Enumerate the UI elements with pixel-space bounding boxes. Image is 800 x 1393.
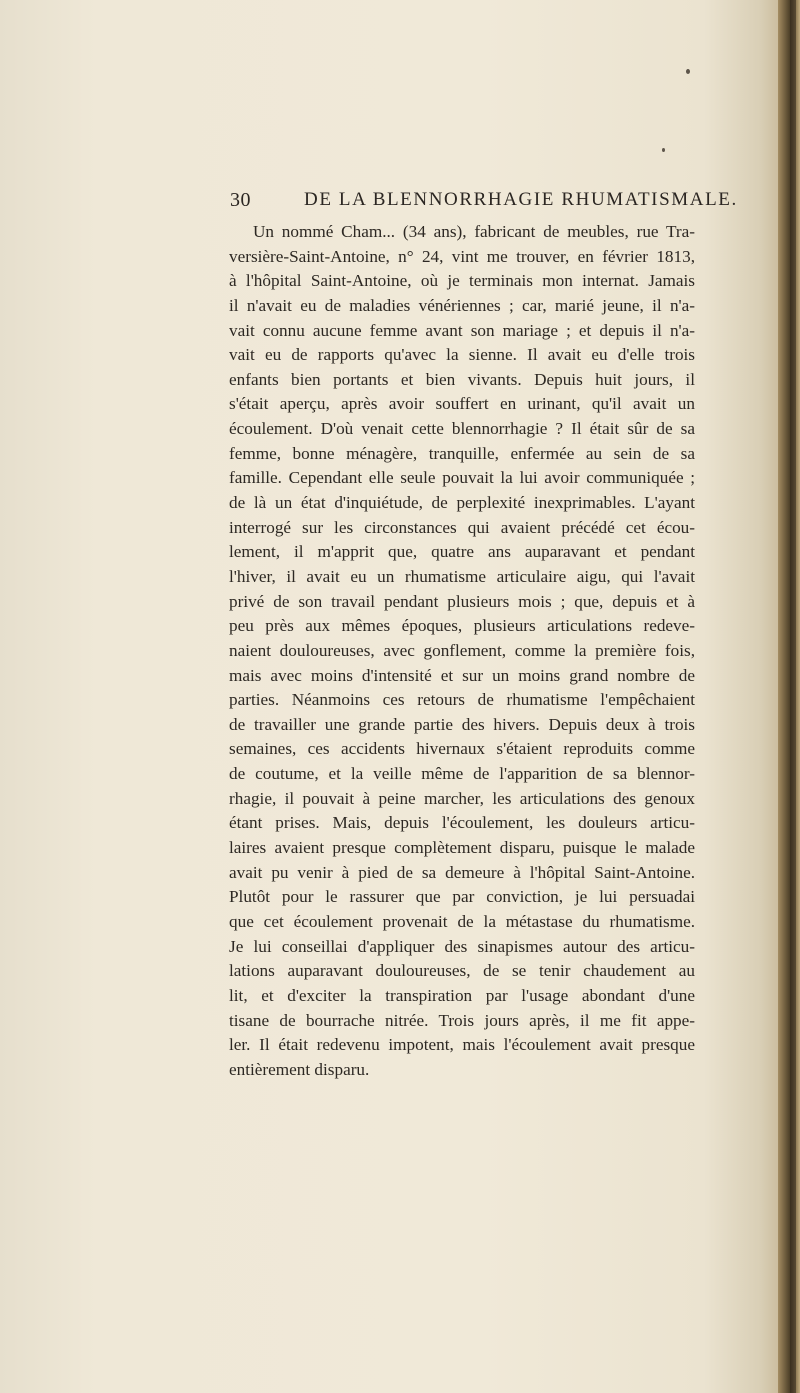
- body-text: [229, 220, 695, 1082]
- text-line: femme, bonne ménagère, tranquille, enfermée au sein de sa: [229, 443, 695, 463]
- running-head: [230, 189, 738, 213]
- text-line: privé de son travail pendant plusieurs mois ; que, depuis et à: [229, 591, 695, 611]
- text-line: laires avaient presque complètement disparu, puisque le malade: [229, 838, 695, 858]
- page-edge-shadow: [790, 0, 796, 1393]
- text-line: parties. Néanmoins ces retours de rhumatisme l'empêchaient: [229, 690, 695, 710]
- text-line: tisane de bourrache nitrée. Trois jours après, il me fit appe-: [229, 1010, 695, 1030]
- text-line: entièrement disparu.: [229, 1059, 370, 1079]
- text-line: Je lui conseillai d'appliquer des sinapismes autour des articu-: [229, 936, 695, 956]
- text-line: enfants bien portants et bien vivants. Depuis huit jours, il: [229, 369, 695, 389]
- text-line: interrogé sur les circonstances qui avaient précédé cet écou-: [229, 517, 695, 537]
- text-line: s'était aperçu, après avoir souffert en urinant, qu'il avait un: [229, 394, 695, 414]
- text-line: lement, il m'apprit que, quatre ans auparavant et pendant: [229, 542, 695, 562]
- text-line: de coutume, et la veille même de l'apparition de sa blennor-: [229, 764, 695, 784]
- text-line: vait connu aucune femme avant son mariage ; et depuis il n'a-: [229, 320, 695, 340]
- text-line: que cet écoulement provenait de la métastase du rhumatisme.: [229, 911, 695, 931]
- text-line: Un nommé Cham... (34 ans), fabricant de meubles, rue Tra-: [253, 222, 695, 241]
- ink-speck: [686, 69, 690, 74]
- text-line: rhagie, il pouvait à peine marcher, les articulations des genoux: [229, 788, 695, 808]
- text-line: l'hiver, il avait eu un rhumatisme articulaire aigu, qui l'avait: [229, 566, 695, 586]
- text-line: naient douloureuses, avec gonflement, comme la première fois,: [229, 640, 695, 660]
- text-line: mais avec moins d'intensité et sur un moins grand nombre de: [229, 665, 695, 685]
- text-line: il n'avait eu de maladies vénériennes ; car, marié jeune, il n'a-: [229, 295, 695, 315]
- text-line: de là un état d'inquiétude, de perplexité inexprimables. L'ayant: [229, 493, 695, 513]
- text-line: vait eu de rapports qu'avec la sienne. Il avait eu d'elle trois: [229, 345, 695, 365]
- text-line: de travailler une grande partie des hivers. Depuis deux à trois: [229, 714, 695, 734]
- text-line: versière-Saint-Antoine, n° 24, vint me trouver, en février 1813,: [229, 246, 695, 266]
- text-line: ler. Il était redevenu impotent, mais l'écoulement avait presque: [229, 1035, 695, 1055]
- page-edge: [778, 0, 800, 1393]
- text-line: lit, et d'exciter la transpiration par l'usage abondant d'une: [229, 985, 695, 1005]
- text-line: famille. Cependant elle seule pouvait la lui avoir communiquée ;: [229, 468, 695, 488]
- text-line: semaines, ces accidents hivernaux s'étaient reproduits comme: [229, 739, 695, 759]
- running-title: DE LA BLENNORRHAGIE RHUMATISMALE.: [304, 189, 738, 210]
- page-number: 30: [230, 189, 251, 211]
- ink-speck: [662, 148, 665, 152]
- text-line: avait pu venir à pied de sa demeure à l'hôpital Saint-Antoine.: [229, 862, 695, 882]
- text-line: étant prises. Mais, depuis l'écoulement, les douleurs articu-: [229, 813, 695, 833]
- text-line: peu près aux mêmes époques, plusieurs articulations redeve-: [229, 616, 695, 636]
- text-line: écoulement. D'où venait cette blennorrhagie ? Il était sûr de sa: [229, 419, 695, 439]
- text-line: à l'hôpital Saint-Antoine, où je terminais mon internat. Jamais: [229, 271, 695, 291]
- text-line: lations auparavant douloureuses, de se tenir chaudement au: [229, 961, 695, 981]
- text-line: Plutôt pour le rassurer que par conviction, je lui persuadai: [229, 887, 695, 907]
